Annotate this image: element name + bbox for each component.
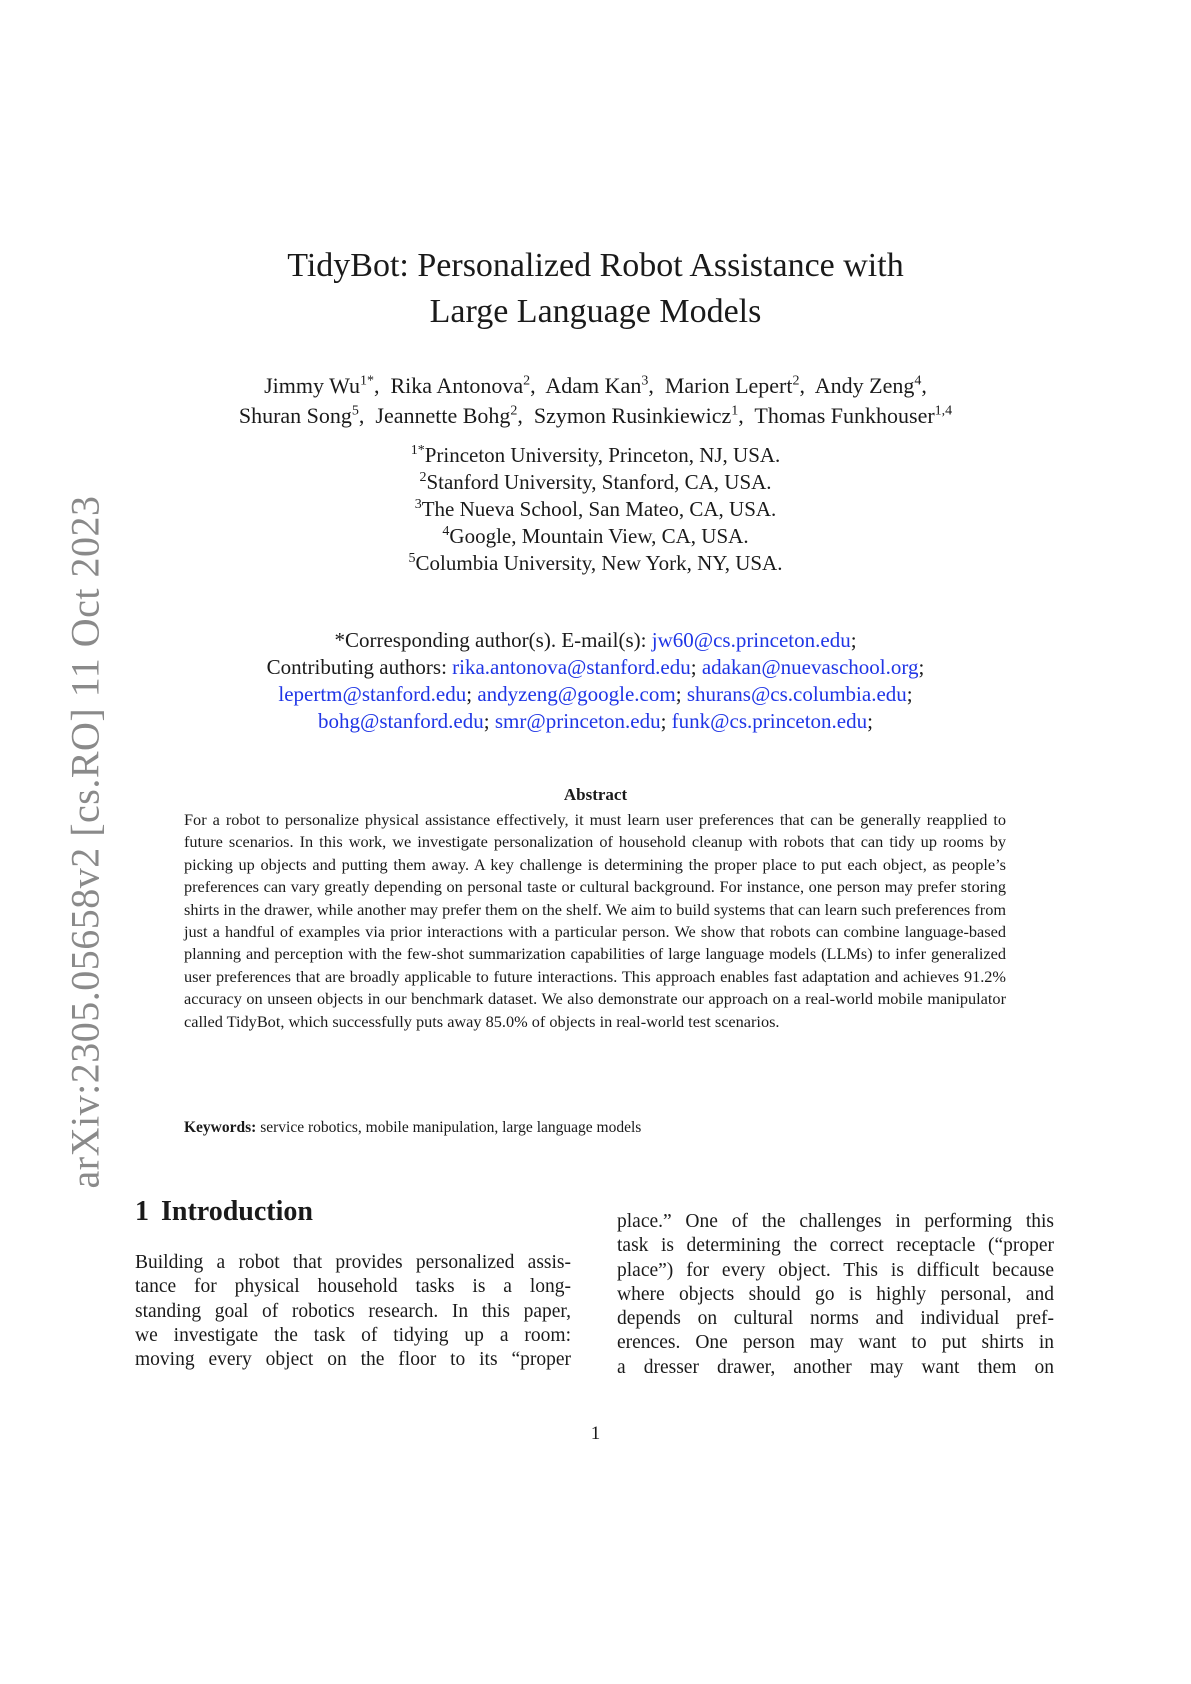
author-list xyxy=(0,371,1191,431)
keywords xyxy=(184,1119,1006,1137)
author: Jimmy $Wu^{1*}$ xyxy=(264,373,374,398)
contact-emails xyxy=(0,627,1191,735)
page-number: 1 xyxy=(590,1423,601,1444)
intro-right-column xyxy=(617,1210,1054,1380)
title-line-2: Large Language Models xyxy=(429,293,762,330)
email-link[interactable]: rika.antonova@stanford.edu xyxy=(452,655,691,679)
section-title: Introduction xyxy=(161,1196,313,1227)
paper-title xyxy=(0,243,1191,335)
contributing-authors-line: Contributing authors: rika.antonova@stanford.edu; adakan@nuevaschool.org; xyxy=(266,655,925,679)
affiliation: $^4$Google, Mountain View, CA, USA. xyxy=(442,524,749,548)
section-number: 1 xyxy=(135,1196,149,1227)
email-link[interactable]: jw60@cs.princeton.edu xyxy=(651,628,851,652)
affiliation: $^2$Stanford University, Stanford, CA, USA. xyxy=(419,470,772,494)
affiliation: $^{1*}$Princeton University, Princeton, NJ, USA. xyxy=(410,443,781,467)
email-line: bohg@stanford.edu; smr@princeton.edu; funk@cs.princeton.edu; xyxy=(318,709,873,733)
author: Rika Antonova$^2$ xyxy=(390,373,531,398)
keywords-text: service robotics, mobile manipulation, large language models xyxy=(260,1119,642,1136)
affiliation-list xyxy=(0,442,1191,577)
abstract-heading: Abstract xyxy=(563,785,628,804)
corresponding-author-line: *Corresponding author(s). E-mail(s): jw60@cs.princeton.edu; xyxy=(334,628,857,652)
author: Jeannette Bohg$^2$ xyxy=(375,403,518,428)
text-line: moving every object on the floor to its “proper xyxy=(135,1349,571,1371)
section-heading xyxy=(135,1196,313,1228)
title-line-1: TidyBot: Personalized Robot Assistance with xyxy=(287,247,904,284)
author: Adam Kan$^3$ xyxy=(545,373,649,398)
text-line: tance for physical household tasks is a long- xyxy=(135,1276,571,1298)
author: Andy Zeng$^4$ xyxy=(814,373,922,398)
author: Marion Lepert$^2$ xyxy=(664,373,800,398)
text-line: erences. One person may want to put shirts in xyxy=(617,1332,1054,1354)
affiliation: $^5$Columbia University, New York, NY, USA. xyxy=(408,551,783,575)
author-line-2: Shuran Song$^5$, Jeannette Bohg$^2$, Szymon Rusinkiewicz$^1$, Thomas Funkhouser$^{1,4}$ xyxy=(238,403,953,428)
text-line: a dresser drawer, another may want them on xyxy=(617,1356,1054,1378)
text-line: standing goal of robotics research. In this paper, xyxy=(135,1300,571,1322)
author: Thomas Funkhouser$^{1,4}$ xyxy=(754,403,953,428)
text-line: Building a robot that provides personalized assis- xyxy=(135,1252,571,1273)
keywords-label: Keywords: xyxy=(184,1119,257,1136)
email-link[interactable]: smr@princeton.edu xyxy=(494,709,661,733)
email-link[interactable]: bohg@stanford.edu xyxy=(318,709,484,733)
text-line: we investigate the task of tidying up a room: xyxy=(135,1324,571,1346)
author: Szymon Rusinkiewicz$^1$ xyxy=(533,403,739,428)
text-line: place.” One of the challenges in performing this xyxy=(617,1211,1054,1232)
email-link[interactable]: lepertm@stanford.edu xyxy=(278,682,467,706)
email-link[interactable]: adakan@nuevaschool.org xyxy=(701,655,919,679)
text-line: where objects should go is highly personal, and xyxy=(617,1283,1054,1305)
arxiv-identifier-stamp: arXiv:2305.05658v2 [cs.RO] 11 Oct 2023 xyxy=(62,495,108,1189)
email-link[interactable]: andyzeng@google.com xyxy=(477,682,676,706)
email-link[interactable]: shurans@cs.columbia.edu xyxy=(686,682,907,706)
email-line: lepertm@stanford.edu; andyzeng@google.com; shurans@cs.columbia.edu; xyxy=(278,682,913,706)
abstract-body: For a robot to personalize physical assistance effectively, it must learn user preferences that can be generally reapplied to future scenarios. In this work, we investigate personalization of household cleanup with robots that can tidy up rooms by picking up objects and putting them away. A key challenge is determining the proper place to put each object, as people’s preferences can vary greatly depending on personal taste or cultural background. For instance, one person may prefer storing shirts in the drawer, while another may prefer them on the shelf. We aim to build systems that can learn such preferences from just a handful of examples via prior interactions with a particular person. We show that robots can combine language-based planning and perception with the few-shot summarization capabilities of large language models (LLMs) to infer generalized user preferences that are broadly applicable to future interactions. This approach enables fast adaptation and achieves 91.2% accuracy on unseen objects in our benchmark dataset. We also demonstrate our approach on a real-world mobile manipulator called TidyBot, which successfully puts away 85.0% of objects in real-world test scenarios. xyxy=(184,810,1006,1031)
intro-left-column xyxy=(135,1251,571,1372)
email-link[interactable]: funk@cs.princeton.edu xyxy=(671,709,868,733)
text-line: task is determining the correct receptacle (“proper xyxy=(617,1235,1054,1257)
affiliation: $^3$The Nueva School, San Mateo, CA, USA. xyxy=(414,497,777,521)
text-line: place”) for every object. This is difficult because xyxy=(617,1259,1054,1281)
text-line: depends on cultural norms and individual pref- xyxy=(617,1308,1054,1330)
author-line-1: Jimmy $Wu^{1*}$, Rika Antonova$^2$, Adam Kan$^3$, Marion Lepert$^2$, Andy Zeng$^4$, xyxy=(264,373,927,398)
author: Shuran Song$^5$ xyxy=(238,403,359,428)
